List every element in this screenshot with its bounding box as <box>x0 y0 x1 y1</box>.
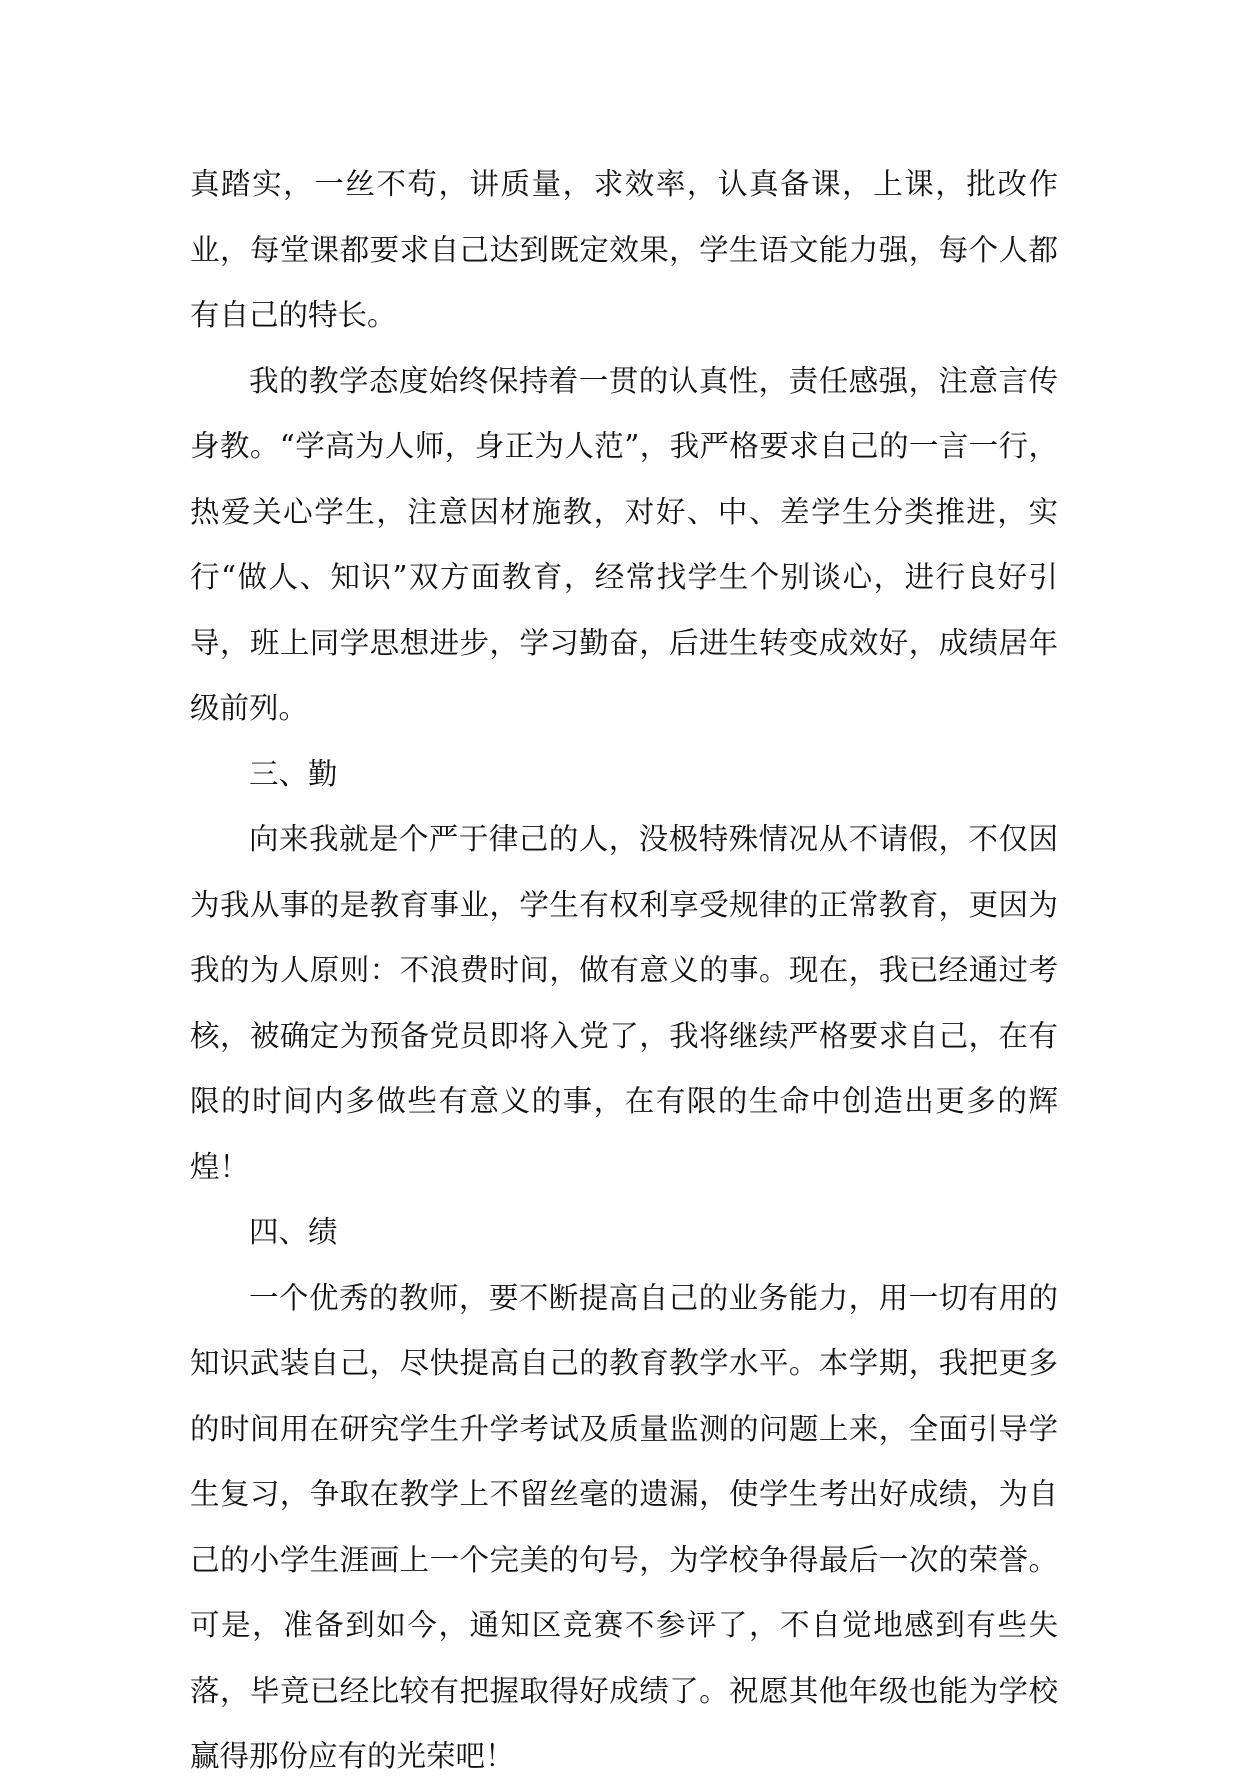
paragraph-achievement: 一个优秀的教师，要不断提高自己的业务能力，用一切有用的知识武装自己，尽快提高自己的教育教学水平。本学期，我把更多的时间用在研究学生升学考试及质量监测的问题上来，全面引导学生复习，争取在教学上不留丝毫的遗漏，使学生考出好成绩，为自己的小学生涯画上一个完美的句号，为学校争得最后一次的荣誉。可是，准备到如今，通知区竞赛不参评了，不自觉地感到有些失落，毕竟已经比较有把握取得好成绩了。祝愿其他年级也能为学校赢得那份应有的光荣吧！ <box>190 1280 1058 1773</box>
paragraph-continuation: 真踏实，一丝不苟，讲质量，求效率，认真备课，上课，批改作业，每堂课都要求自己达到既定效果，学生语文能力强，每个人都有自己的特长。 <box>190 167 1058 332</box>
paragraph-teaching-attitude: 我的教学态度始终保持着一贯的认真性，责任感强，注意言传身教。“学高为人师，身正为人范”，我严格要求自己的一言一行，热爱关心学生，注意因材施教，对好、中、差学生分类推进，实行“做人、知识”双方面教育，经常找学生个别谈心，进行良好引导，班上同学思想进步，学习勤奋，后进生转变成效好，成绩居年级前列。 <box>190 363 1058 725</box>
section-heading-diligence: 三、勤 <box>249 756 338 791</box>
section-heading-achievement: 四、绩 <box>249 1215 338 1249</box>
document-body <box>190 152 1058 1790</box>
paragraph-diligence: 向来我就是个严于律己的人，没极特殊情况从不请假，不仅因为我从事的是教育事业，学生有权利享受规律的正常教育，更因为我的为人原则：不浪费时间，做有意义的事。现在，我已经通过考核，被确定为预备党员即将入党了，我将继续严格要求自己，在有限的时间内多做些有意义的事，在有限的生命中创造出更多的辉煌！ <box>190 822 1058 1184</box>
